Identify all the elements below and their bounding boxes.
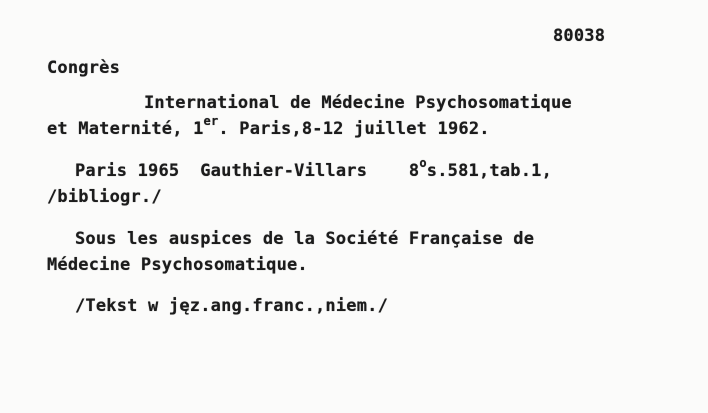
imprint-line-1-prefix: Paris 1965 Gauthier-Villars 8 bbox=[75, 161, 420, 181]
format-superscript: o bbox=[419, 156, 427, 171]
catalog-number: 80038 bbox=[553, 26, 606, 46]
card-heading: Congrès bbox=[47, 58, 121, 78]
title-line-2-suffix: . Paris,8-12 juillet 1962. bbox=[218, 119, 490, 139]
title-line-2-prefix: et Maternité, 1 bbox=[47, 119, 204, 139]
language-note: /Tekst w jęz.ang.franc.,niem./ bbox=[75, 296, 389, 316]
title-line-1: International de Médecine Psychosomatique bbox=[144, 93, 572, 113]
imprint-line-2: /bibliogr./ bbox=[47, 187, 162, 207]
ordinal-superscript: er bbox=[203, 114, 219, 129]
imprint-line-1 bbox=[75, 156, 553, 182]
title-line-2 bbox=[47, 114, 490, 140]
note-line-2: Médecine Psychosomatique. bbox=[47, 255, 308, 275]
note-line-1: Sous les auspices de la Société Française de bbox=[75, 229, 535, 249]
imprint-line-1-suffix: s.581,tab.1, bbox=[426, 161, 553, 181]
